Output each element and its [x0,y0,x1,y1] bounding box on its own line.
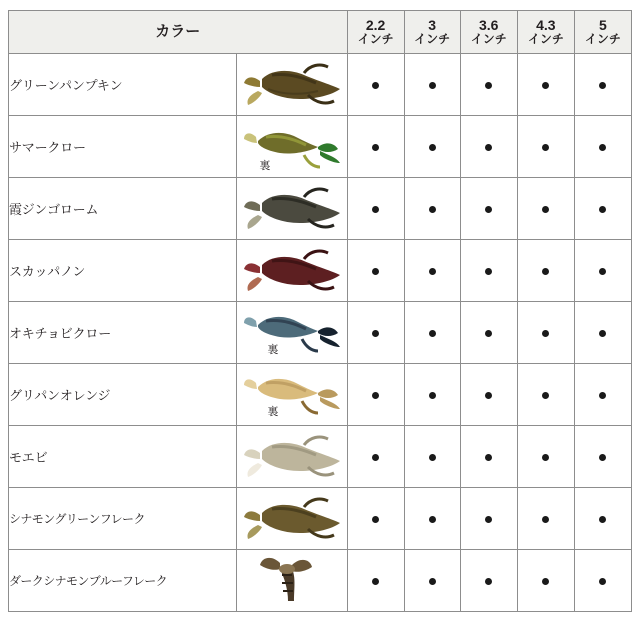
table-row [9,364,632,426]
availability-dot [542,268,549,275]
availability-dot [372,82,379,89]
header-size-2-2 [347,11,404,54]
availability-dot [599,144,606,151]
availability-dot [372,144,379,151]
availability-dot [372,330,379,337]
table-row [9,426,632,488]
availability-5 [574,488,631,550]
lure-image-cell [237,240,347,302]
availability-3 [404,550,460,612]
header-size-2-2-unit: インチ [357,32,394,47]
availability-dot [429,268,436,275]
availability-dot [372,516,379,523]
availability-dot [429,578,436,585]
lure-image-cell [237,302,347,364]
lure-image-cell [237,54,347,116]
availability-4-3 [517,178,574,240]
header-size-5-unit: インチ [584,32,621,47]
table-row [9,302,632,364]
lure-image-cell [237,116,347,178]
availability-dot [372,454,379,461]
availability-dot [542,578,549,585]
availability-3-6 [460,302,517,364]
back-label: 裏 [267,406,279,418]
lure-image-cell [237,364,347,426]
table-row [9,178,632,240]
availability-3-6 [460,178,517,240]
color-name: オキチョビクロー [9,302,237,364]
availability-3 [404,116,460,178]
availability-dot [485,330,492,337]
availability-dot [429,330,436,337]
table-row [9,54,632,116]
lure-image-cell [237,426,347,488]
color-name: スカッパノン [9,240,237,302]
header-size-3-num: 3 [428,17,437,34]
availability-5 [574,240,631,302]
header-size-5-num: 5 [599,17,607,34]
craw-lure-icon [240,181,344,237]
lure-image [237,179,346,239]
availability-dot [599,268,606,275]
lure-image [237,117,346,177]
header-size-2-2-num: 2.2 [365,17,386,34]
lure-image-cell [237,550,347,612]
availability-3-6 [460,426,517,488]
header-size-3-unit: インチ [414,32,451,47]
availability-5 [574,426,631,488]
availability-dot [485,578,492,585]
back-label: 裏 [267,344,279,356]
availability-5 [574,178,631,240]
back-label: 裏 [259,160,271,172]
availability-dot [485,392,492,399]
availability-dot [599,392,606,399]
availability-4-3 [517,426,574,488]
lure-image-cell [237,178,347,240]
availability-5 [574,364,631,426]
availability-dot [599,578,606,585]
availability-dot [542,516,549,523]
color-name: モエビ [9,426,237,488]
availability-3-6 [460,116,517,178]
availability-3-6 [460,240,517,302]
table-row [9,488,632,550]
craw-lure-icon [240,491,344,547]
craw-lure-icon [240,57,344,113]
availability-dot [429,454,436,461]
availability-3 [404,488,460,550]
availability-5 [574,550,631,612]
availability-dot [485,454,492,461]
color-name: ダークシナモンブルーフレーク [9,550,237,612]
table-body [9,54,632,612]
availability-2-2 [347,550,404,612]
availability-2-2 [347,240,404,302]
availability-4-3 [517,488,574,550]
header-size-3-6 [460,11,517,54]
color-name: サマークロー [9,116,237,178]
header-size-3-6-unit: インチ [470,32,507,47]
availability-dot [599,454,606,461]
table-row [9,116,632,178]
availability-dot [485,144,492,151]
availability-dot [485,82,492,89]
availability-dot [599,330,606,337]
header-size-4-3-unit: インチ [527,32,564,47]
header-size-5 [574,11,631,54]
availability-2-2 [347,488,404,550]
lure-image [237,241,346,301]
availability-4-3 [517,116,574,178]
lure-image [237,303,346,363]
header-color: カラー [9,11,348,54]
availability-5 [574,54,631,116]
availability-4-3 [517,302,574,364]
availability-dot [599,206,606,213]
availability-dot [372,206,379,213]
availability-3 [404,240,460,302]
availability-2-2 [347,116,404,178]
header-size-3-6-num: 3.6 [479,17,499,34]
craw-lure-icon [240,119,344,175]
color-name: グリパンオレンジ [9,364,237,426]
availability-3-6 [460,550,517,612]
table-header [9,11,632,54]
availability-2-2 [347,178,404,240]
availability-4-3 [517,54,574,116]
availability-dot [599,516,606,523]
header-size-3 [404,11,460,54]
availability-dot [542,82,549,89]
lure-image [237,427,346,487]
availability-dot [429,82,436,89]
craw-lure-icon [240,243,344,299]
availability-dot [542,330,549,337]
availability-dot [542,144,549,151]
lure-image-cell [237,488,347,550]
availability-3 [404,364,460,426]
craw-lure-icon [240,553,344,609]
lure-image [237,551,346,611]
header-size-4-3 [517,11,574,54]
table-row [9,550,632,612]
craw-lure-icon [240,429,344,485]
availability-5 [574,116,631,178]
availability-dot [429,516,436,523]
availability-dot [372,268,379,275]
availability-dot [429,206,436,213]
lure-image [237,55,346,115]
availability-dot [485,268,492,275]
availability-3 [404,178,460,240]
color-size-table [8,10,632,612]
availability-dot [429,392,436,399]
availability-3 [404,426,460,488]
availability-dot [542,454,549,461]
color-name: 霞ジンゴローム [9,178,237,240]
availability-3-6 [460,364,517,426]
availability-dot [429,144,436,151]
availability-5 [574,302,631,364]
availability-dot [372,578,379,585]
header-size-4-3-num: 4.3 [536,17,556,34]
availability-dot [372,392,379,399]
availability-2-2 [347,364,404,426]
availability-3-6 [460,488,517,550]
availability-4-3 [517,240,574,302]
availability-2-2 [347,54,404,116]
availability-dot [485,516,492,523]
availability-4-3 [517,364,574,426]
availability-3 [404,302,460,364]
availability-dot [485,206,492,213]
lure-image [237,365,346,425]
availability-dot [542,206,549,213]
lure-image [237,489,346,549]
availability-3 [404,54,460,116]
availability-dot [542,392,549,399]
availability-3-6 [460,54,517,116]
availability-2-2 [347,426,404,488]
table-row [9,240,632,302]
color-name: グリーンパンプキン [9,54,237,116]
availability-dot [599,82,606,89]
craw-lure-icon [240,367,344,423]
color-name: シナモングリーンフレーク [9,488,237,550]
availability-4-3 [517,550,574,612]
craw-lure-icon [240,305,344,361]
availability-2-2 [347,302,404,364]
